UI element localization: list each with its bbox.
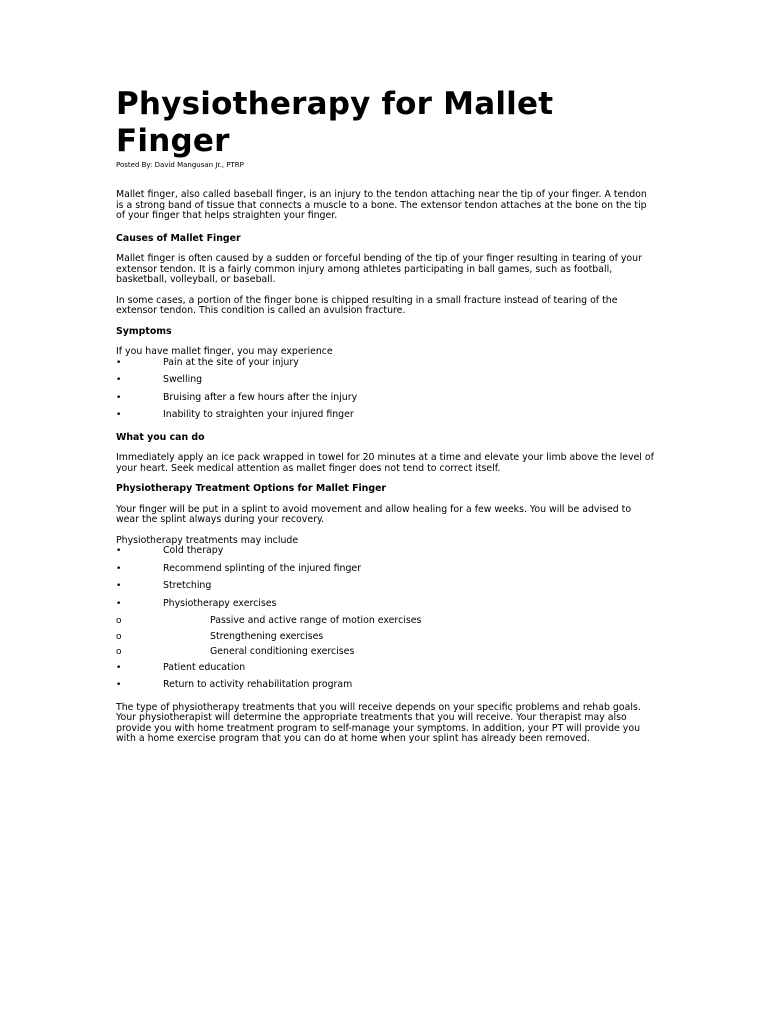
article-title: Physiotherapy for Mallet Finger: [116, 86, 554, 159]
closing-paragraph: The type of physiotherapy treatments that you will receive depends on your specific problems and rehab goals. Your physiotherapist will determine the appropriate treatments that you will receive. Your therapist may also provide you with home treatment program to self-manage your symptoms. In addition, your PT will provide you with a home exercise program that you can do at home when your splint has already been removed.: [116, 701, 641, 744]
list-item: • Inability to straighten your injured finger: [116, 409, 354, 420]
treatment-heading: Physiotherapy Treatment Options for Mallet Finger: [116, 483, 387, 494]
what-you-can-do-paragraph: Immediately apply an ice pack wrapped in towel for 20 minutes at a time and elevate your limb above the level of your heart. Seek medical attention as mallet finger does not tend to correct itself.: [116, 452, 654, 474]
treatment-paragraph: Your finger will be put in a splint to avoid movement and allow healing for a few weeks. You will be advised to wear the splint always during your recovery.: [116, 503, 632, 525]
article-byline: Posted By: David Mangusan Jr., PTRP: [116, 161, 244, 169]
bullet-icon: •: [116, 662, 122, 673]
circle-bullet-icon: o: [116, 647, 122, 657]
sub-list-item: o General conditioning exercises: [116, 646, 355, 657]
list-item: • Return to activity rehabilitation program: [116, 679, 353, 690]
bullet-icon: •: [116, 410, 122, 420]
bullet-icon: •: [116, 598, 122, 609]
sub-list-item: o Strengthening exercises: [116, 630, 324, 642]
bullet-icon: •: [116, 392, 122, 403]
bullet-icon: •: [116, 680, 122, 690]
treatment-lead: Physiotherapy treatments may include: [116, 534, 299, 546]
causes-heading: Causes of Mallet Finger: [116, 232, 241, 244]
symptoms-heading: Symptoms: [116, 325, 172, 337]
causes-paragraph-2: In some cases, a portion of the finger bone is chipped resulting in a small fracture instead of tearing of the extensor tendon. This condition is called an avulsion fracture.: [116, 294, 618, 316]
bullet-icon: •: [116, 375, 122, 385]
list-item: • Cold therapy: [116, 545, 224, 556]
what-you-can-do-heading: What you can do: [116, 431, 205, 443]
symptoms-list: [116, 358, 656, 421]
treatment-list: [116, 546, 656, 691]
symptoms-lead: If you have mallet finger, you may experience: [116, 346, 333, 357]
article: [116, 86, 656, 745]
list-item: • Bruising after a few hours after the injury: [116, 391, 358, 403]
sub-list-item: o Passive and active range of motion exercises: [116, 615, 422, 626]
intro-paragraph: Mallet finger, also called baseball finger, is an injury to the tendon attaching near the tip of your finger. A tendon is a strong band of tissue that connects a muscle to a bone. The extensor tendon attaches at the bone on the tip of your finger that helps straighten your finger.: [116, 189, 647, 221]
bullet-icon: •: [116, 546, 122, 556]
list-item: • Recommend splinting of the injured finger: [116, 562, 362, 574]
circle-bullet-icon: o: [116, 631, 122, 642]
list-item: • Pain at the site of your injury: [116, 356, 299, 368]
circle-bullet-icon: o: [116, 616, 122, 626]
bullet-icon: •: [116, 581, 122, 591]
bullet-icon: •: [116, 563, 122, 574]
bullet-icon: •: [116, 357, 122, 368]
list-item: • Swelling: [116, 374, 203, 385]
list-item: • Stretching: [116, 580, 212, 591]
list-item: • Physiotherapy exercises: [116, 597, 277, 609]
list-item: • Patient education: [116, 661, 246, 673]
causes-paragraph-1: Mallet finger is often caused by a sudden or forceful bending of the tip of your finger resulting in tearing of your extensor tendon. It is a fairly common injury among athletes participating in ball games, such as football, basketball, volleyball, or baseball.: [116, 253, 642, 285]
